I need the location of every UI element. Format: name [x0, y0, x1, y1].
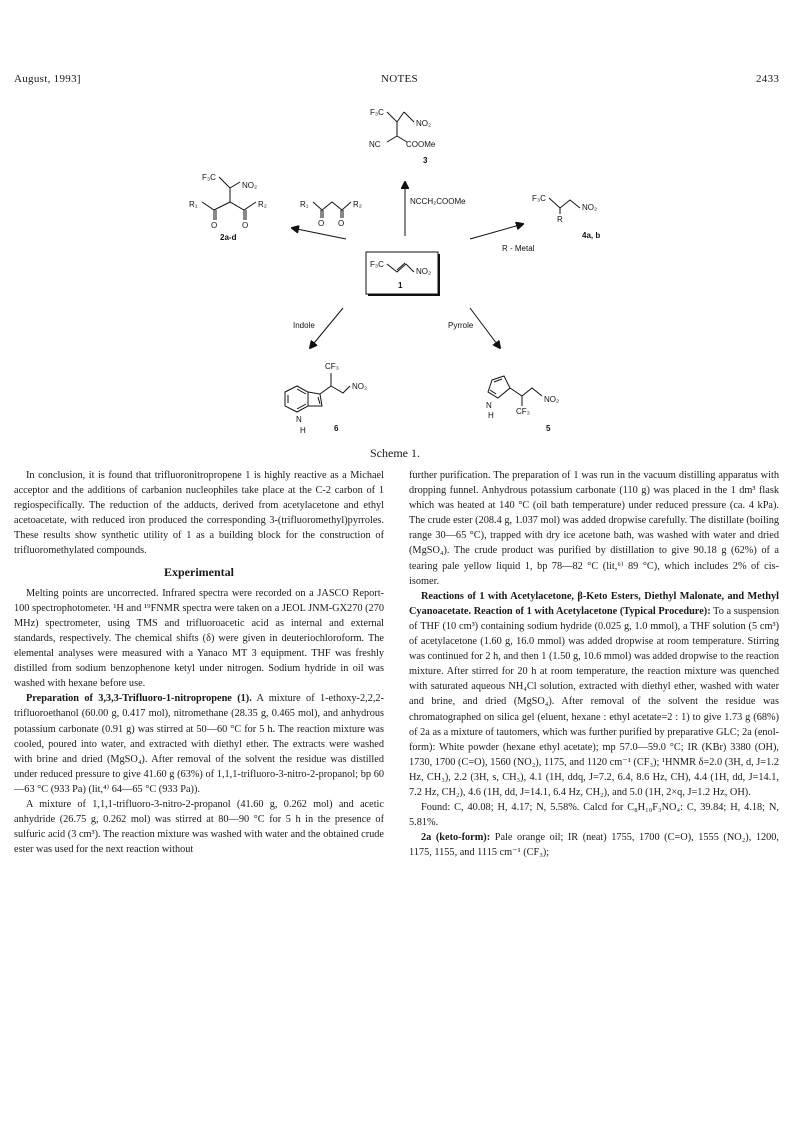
- experimental-heading: Experimental: [164, 564, 234, 579]
- left-column: [14, 468, 384, 857]
- michael-reaction-title: Reactions of 1 with Acetylacetone, β-Keto Esters, Diethyl Malonate, and Methyl Cyanoacetate. Reaction of 1 with Acetylacetone (Typical Procedure):: [409, 590, 779, 617]
- compound-4-structure: [532, 194, 600, 240]
- diketone-reagent-structure: [300, 200, 362, 228]
- compound-3-label: 3: [423, 156, 428, 165]
- compound-6-n: N: [296, 415, 302, 424]
- general-methods-paragraph: Melting points are uncorrected. Infrared spectra were recorded on a JASCO Report-100 spectrophotometer. ¹H and ¹⁹FNMR spectra were taken on a JEOL JNM-GX270 (270 MHz) spectrometer, using TMS and trifluoroacetic acid as internal and external standards, respectively. The chemical shifts (δ) were given in deuteriochloroform. The elemental analyses were measured with a Yanaco MT 3 equipment. THF was freshly distilled from sodium benzophenone ketyl under nitrogen. Sodium hydride in oil was washed with hexane before use.: [14, 587, 384, 690]
- reagent-cyanoacetate: NCCH₂COOMe: [410, 197, 466, 206]
- arrow-to-2: [292, 228, 346, 239]
- compound-2-o1: O: [211, 221, 218, 230]
- page-number: 2433: [756, 73, 780, 85]
- compound-1-label: 1: [398, 281, 403, 290]
- compound-6-no2: NO₂: [352, 382, 368, 391]
- keto-form-title: 2a (keto-form):: [421, 832, 491, 844]
- compound-2-r2: R₂: [258, 200, 267, 209]
- preparation-1-title: Preparation of 3,3,3-Trifluoro-1-nitropropene (1).: [26, 693, 252, 705]
- reagent-r1: R₁: [300, 200, 309, 209]
- compound-3-coome: COOMe: [406, 140, 436, 149]
- compound-2-r1: R₁: [189, 200, 198, 209]
- ester-preparation-paragraph: A mixture of 1,1,1-trifluoro-3-nitro-2-propanol (41.60 g, 0.262 mol) and acetic anhydride (26.75 g, 0.262 mol) was stirred at 80—90 °C for 5 h in the presence of sulfuric acid (3 cm³). The reaction mixture was washed with water and the obtained crude ester was used for the next reaction without: [14, 798, 384, 856]
- compound-1-structure: [366, 252, 439, 296]
- compound-5-h: H: [488, 411, 494, 420]
- arrow-to-6: [310, 308, 343, 348]
- compound-5-label: 5: [546, 424, 551, 433]
- arrow-to-5: [470, 308, 500, 348]
- compound-2-structure: [189, 173, 267, 242]
- compound-4-label: 4a, b: [582, 231, 601, 240]
- compound-3-cf3: F₃C: [370, 108, 384, 117]
- compound-5-n: N: [486, 401, 492, 410]
- distillation-paragraph: further purification. The preparation of 1 was run in the vacuum distilling apparatus with dropping funnel. Anhydrous potassium carbonate (110 g) was placed in the 1 dm³ flask which was heated at 140 °C (oil bath temperature) under reduced pressure (ca. 4 kPa). The crude ester (208.4 g, 1.037 mol) was added dropwise carefully. The distillate (boiling range 30—65 °C), trapped with dry ice acetone bath, was washed with water and dried (MgSO₄). The crude product was purified by distillation to give 90.18 g (62%) of a tearing pale yellow liquid 1, bp 78—82 °C (lit,⁶⁾ 89 °C), which includes 2% of cis-isomer.: [409, 470, 779, 587]
- compound-4-no2: NO₂: [582, 203, 598, 212]
- compound-2-o2: O: [242, 221, 249, 230]
- compound-4-cf3: F₃C: [532, 194, 546, 203]
- arrow-to-4: [470, 224, 523, 239]
- compound-1-no2: NO₂: [416, 267, 432, 276]
- compound-5-cf3: CF₃: [516, 407, 530, 416]
- running-header-section: NOTES: [381, 73, 418, 85]
- reagent-o1: O: [318, 219, 325, 228]
- michael-reaction-paragraph: [409, 589, 779, 800]
- michael-reaction-text: To a suspension of THF (10 cm³) containing sodium hydride (0.025 g, 1.0 mmol), a THF solution (5 cm³) of acetylacetone (1.60 g, 16.0 mmol) was added dropwise at room temperature. Stirring was continued for 2 h, and then 1 (1.50 g, 10.6 mmol) was added dropwise to the reaction mixture. After stirred for 20 h at room temperature, the reaction mixture was quenched with saturated aqueous NH₄Cl solution, extracted with diethyl ether, washed with water and brine, and dried (MgSO₄). After removal of the solvent the residue was chromatographed on silica gel (eluent, hexane : ethyl acetate=2 : 1) to give 1.73 g (68%) of 2a as a mixture of tautomers, which was further purified by preparative GLC; 2a (enol-form): White powder (hexane ethyl acetate); mp 57.0—59.0 °C; IR (KBr) 3380 (OH), 1730, 1700 (C=O), 1560 (NO₂), 1175, and 1120 cm⁻¹ (CF₃); ¹HNMR δ=2.0 (3H, d, J=1.2 Hz, CH₃), 2.2 (3H, s, CH₃), 4.1 (1H, ddq, J=7.2, 6.4, 8.6 Hz, CH), 4.4 (1H, dd, J=14.1, 7.2 Hz, CH₂), 4.6 (1H, dd, J=14.1, 6.4 Hz, CH₂), and 5.0 (1H, 2×q, J=1.2 Hz, OH).: [409, 605, 780, 798]
- conclusion-paragraph: In conclusion, it is found that trifluoronitropropene 1 is highly reactive as a Michael acceptor and the additions of carbanion nucleophiles take place at the C-2 carbon of 1 regiospecifically. The reduction of the adducts, derived from acetylacetone and ethyl acetoacetate, with reduced iron produced the corresponding 3-(trifluoromethyl)pyrroles. These results show synthetic utility of 1 as a building block for the construction of trifluoromethylated compounds.: [14, 470, 384, 557]
- reagent-pyrrole: Pyrrole: [448, 321, 474, 330]
- reagent-r2: R₂: [353, 200, 362, 209]
- keto-form-text: Pale orange oil; IR (neat) 1755, 1700 (C=O), 1555 (NO₂), 1200, 1175, 1155, and 1115 cm⁻¹ (CF₃);: [409, 832, 780, 859]
- compound-3-structure: [369, 108, 436, 165]
- keto-form-paragraph: [409, 830, 779, 860]
- compound-6-h: H: [300, 426, 306, 435]
- compound-2-label: 2a-d: [220, 233, 237, 242]
- compound-4-r: R: [557, 215, 563, 224]
- reagent-indole: Indole: [293, 321, 315, 330]
- scheme-caption: Scheme 1.: [370, 446, 420, 460]
- compound-5-structure: [486, 376, 559, 433]
- compound-6-label: 6: [334, 424, 339, 433]
- compound-2-no2: NO₂: [242, 181, 258, 190]
- compound-3-no2: NO₂: [416, 119, 432, 128]
- compound-2-cf3: F₃C: [202, 173, 216, 182]
- running-header-date: August, 1993]: [14, 73, 81, 85]
- elemental-analysis-paragraph: Found: C, 40.08; H, 4.17; N, 5.58%. Calcd for C₈H₁₀F₃NO₄: C, 39.84; H, 4.18; N, 5.81%.: [409, 802, 779, 829]
- reaction-scheme: [180, 96, 620, 442]
- compound-6-structure: [285, 362, 367, 435]
- reagent-o2: O: [338, 219, 345, 228]
- reagent-organometal: R - Metal: [502, 244, 535, 253]
- right-column: [409, 468, 779, 860]
- preparation-1-paragraph: [14, 691, 384, 797]
- preparation-1-text: A mixture of 1-ethoxy-2,2,2-trifluoroethanol (60.00 g, 0.417 mol), nitromethane (28.35 g, 0.465 mol), and anhydrous potassium carbonate (0.91 g) was stirred at 50—60 °C for 5 h. The reaction mixture was cooled, poured into water, and extracted with diethyl ether. The extracts were washed with brine and dried (MgSO₄). After removal of the solvent the residue was distilled under reduced pressure to give 41.60 g (63%) of 1,1,1-trifluoro-3-nitro-2-propanol; bp 60—63 °C (933 Pa) (lit,⁴⁾ 64—65 °C (933 Pa)).: [14, 693, 385, 795]
- compound-1-cf3: F₃C: [370, 260, 384, 269]
- compound-6-cf3: CF₃: [325, 362, 339, 371]
- compound-3-nc: NC: [369, 140, 381, 149]
- compound-5-no2: NO₂: [544, 395, 560, 404]
